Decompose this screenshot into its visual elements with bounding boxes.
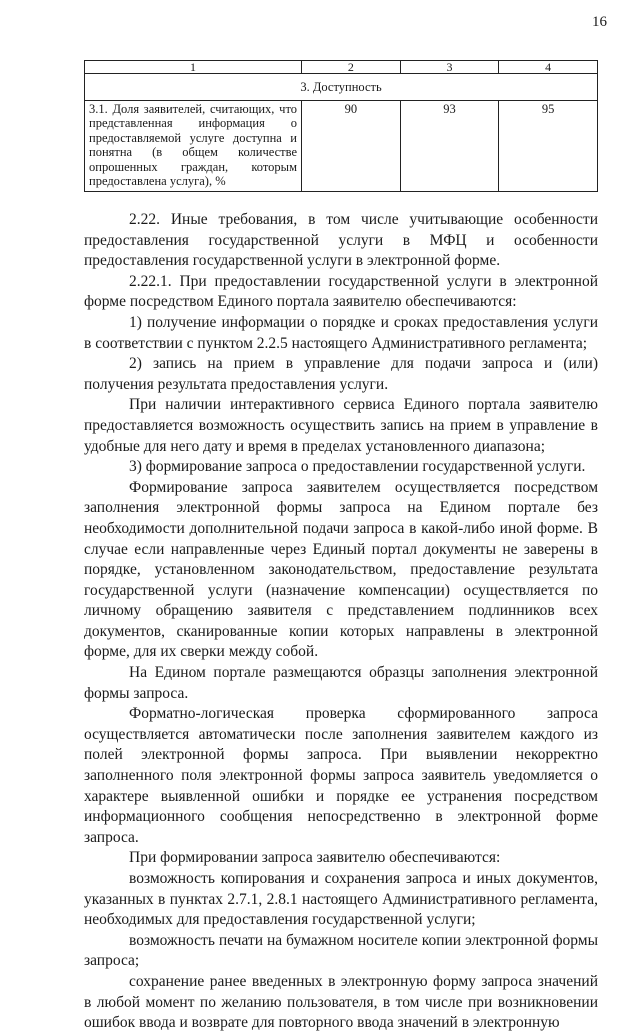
table-header-cell: 4 [499,61,598,74]
paragraph: Формирование запроса заявителем осуществляется посредством заполнения электронной формы запроса на Едином портале без необходимости дополнительной подачи запроса в какой-либо иной форме. В случае если направленные через Единый портал документы не заверены в порядке, установленном законодательством, предоставление результата государственной услуги (назначение компенсации) осуществляется по личному обращению заявителя с представлением подлинников всех документов, сканированные копии которых направлены в электронной форме, для их сверки между собой. [84,478,598,661]
paragraph: 1) получение информации о порядке и сроках предоставления услуги в соответствии с пунктом 2.2.5 настоящего Административного регламента; [84,313,598,352]
table-section-row [85,74,598,101]
paragraph: При формировании запроса заявителю обеспечиваются: [129,849,501,867]
table-header-cell: 2 [302,61,401,74]
table-section-title: 3. Доступность [85,74,598,101]
indicators-table [84,60,598,192]
indicator-text: 3.1. Доля заявителей, считающих, что представленная информация о предоставляемой услуге доступна и понятна (в общем количестве опрошенных граждан, которым предоставлена услуга), % [85,101,302,192]
paragraph: сохранение ранее введенных в электронную форму запроса значений в любой момент по желанию пользователя, в том числе при возникновении ошибок ввода и возврате для повторного ввода значений в электронную [84,972,598,1032]
table-header-cell: 3 [400,61,499,74]
paragraph: 3) формирование запроса о предоставлении государственной услуги. [129,458,586,476]
paragraph: 2.22.1. При предоставлении государственной услуги в электронной форме посредством Единого портала заявителю обеспечиваются: [84,272,598,311]
paragraph: При наличии интерактивного сервиса Единого портала заявителю предоставляется возможность осуществить запись на прием в управление в удобные для него дату и время в пределах установленного диапазона; [84,396,598,455]
table-header-cell: 1 [85,61,302,74]
paragraph: возможность копирования и сохранения запроса и иных документов, указанных в пунктах 2.7.1, 2.8.1 настоящего Административного регламента, необходимых для предоставления государственной услуги; [84,870,598,929]
page-number: 16 [592,14,607,30]
indicator-value: 93 [400,101,499,192]
paragraph: На Едином портале размещаются образцы заполнения электронной формы запроса. [84,664,598,702]
paragraph: 2.22. Иные требования, в том числе учитывающие особенности предоставления государственной услуги в МФЦ и особенности предоставления государственной услуги в электронной форме. [84,211,598,270]
paragraph: 2) запись на прием в управление для подачи запроса и (или) получения результата предоставления услуги. [84,355,598,393]
paragraph: возможность печати на бумажном носителе копии электронной формы запроса; [84,931,598,970]
table-row [85,101,598,192]
paragraph: Форматно-логическая проверка сформированного запроса осуществляется автоматически после заполнения заявителем каждого из полей электронной формы запроса. При выявлении некорректно заполненного поля электронной формы запроса заявитель уведомляется о характере выявленной ошибки и порядке ее устранения посредством информационного сообщения непосредственно в электронной форме запроса. [84,705,598,846]
table-header-row [85,61,598,74]
document-body [84,210,598,1034]
indicator-value: 95 [499,101,598,192]
indicator-value: 90 [302,101,401,192]
